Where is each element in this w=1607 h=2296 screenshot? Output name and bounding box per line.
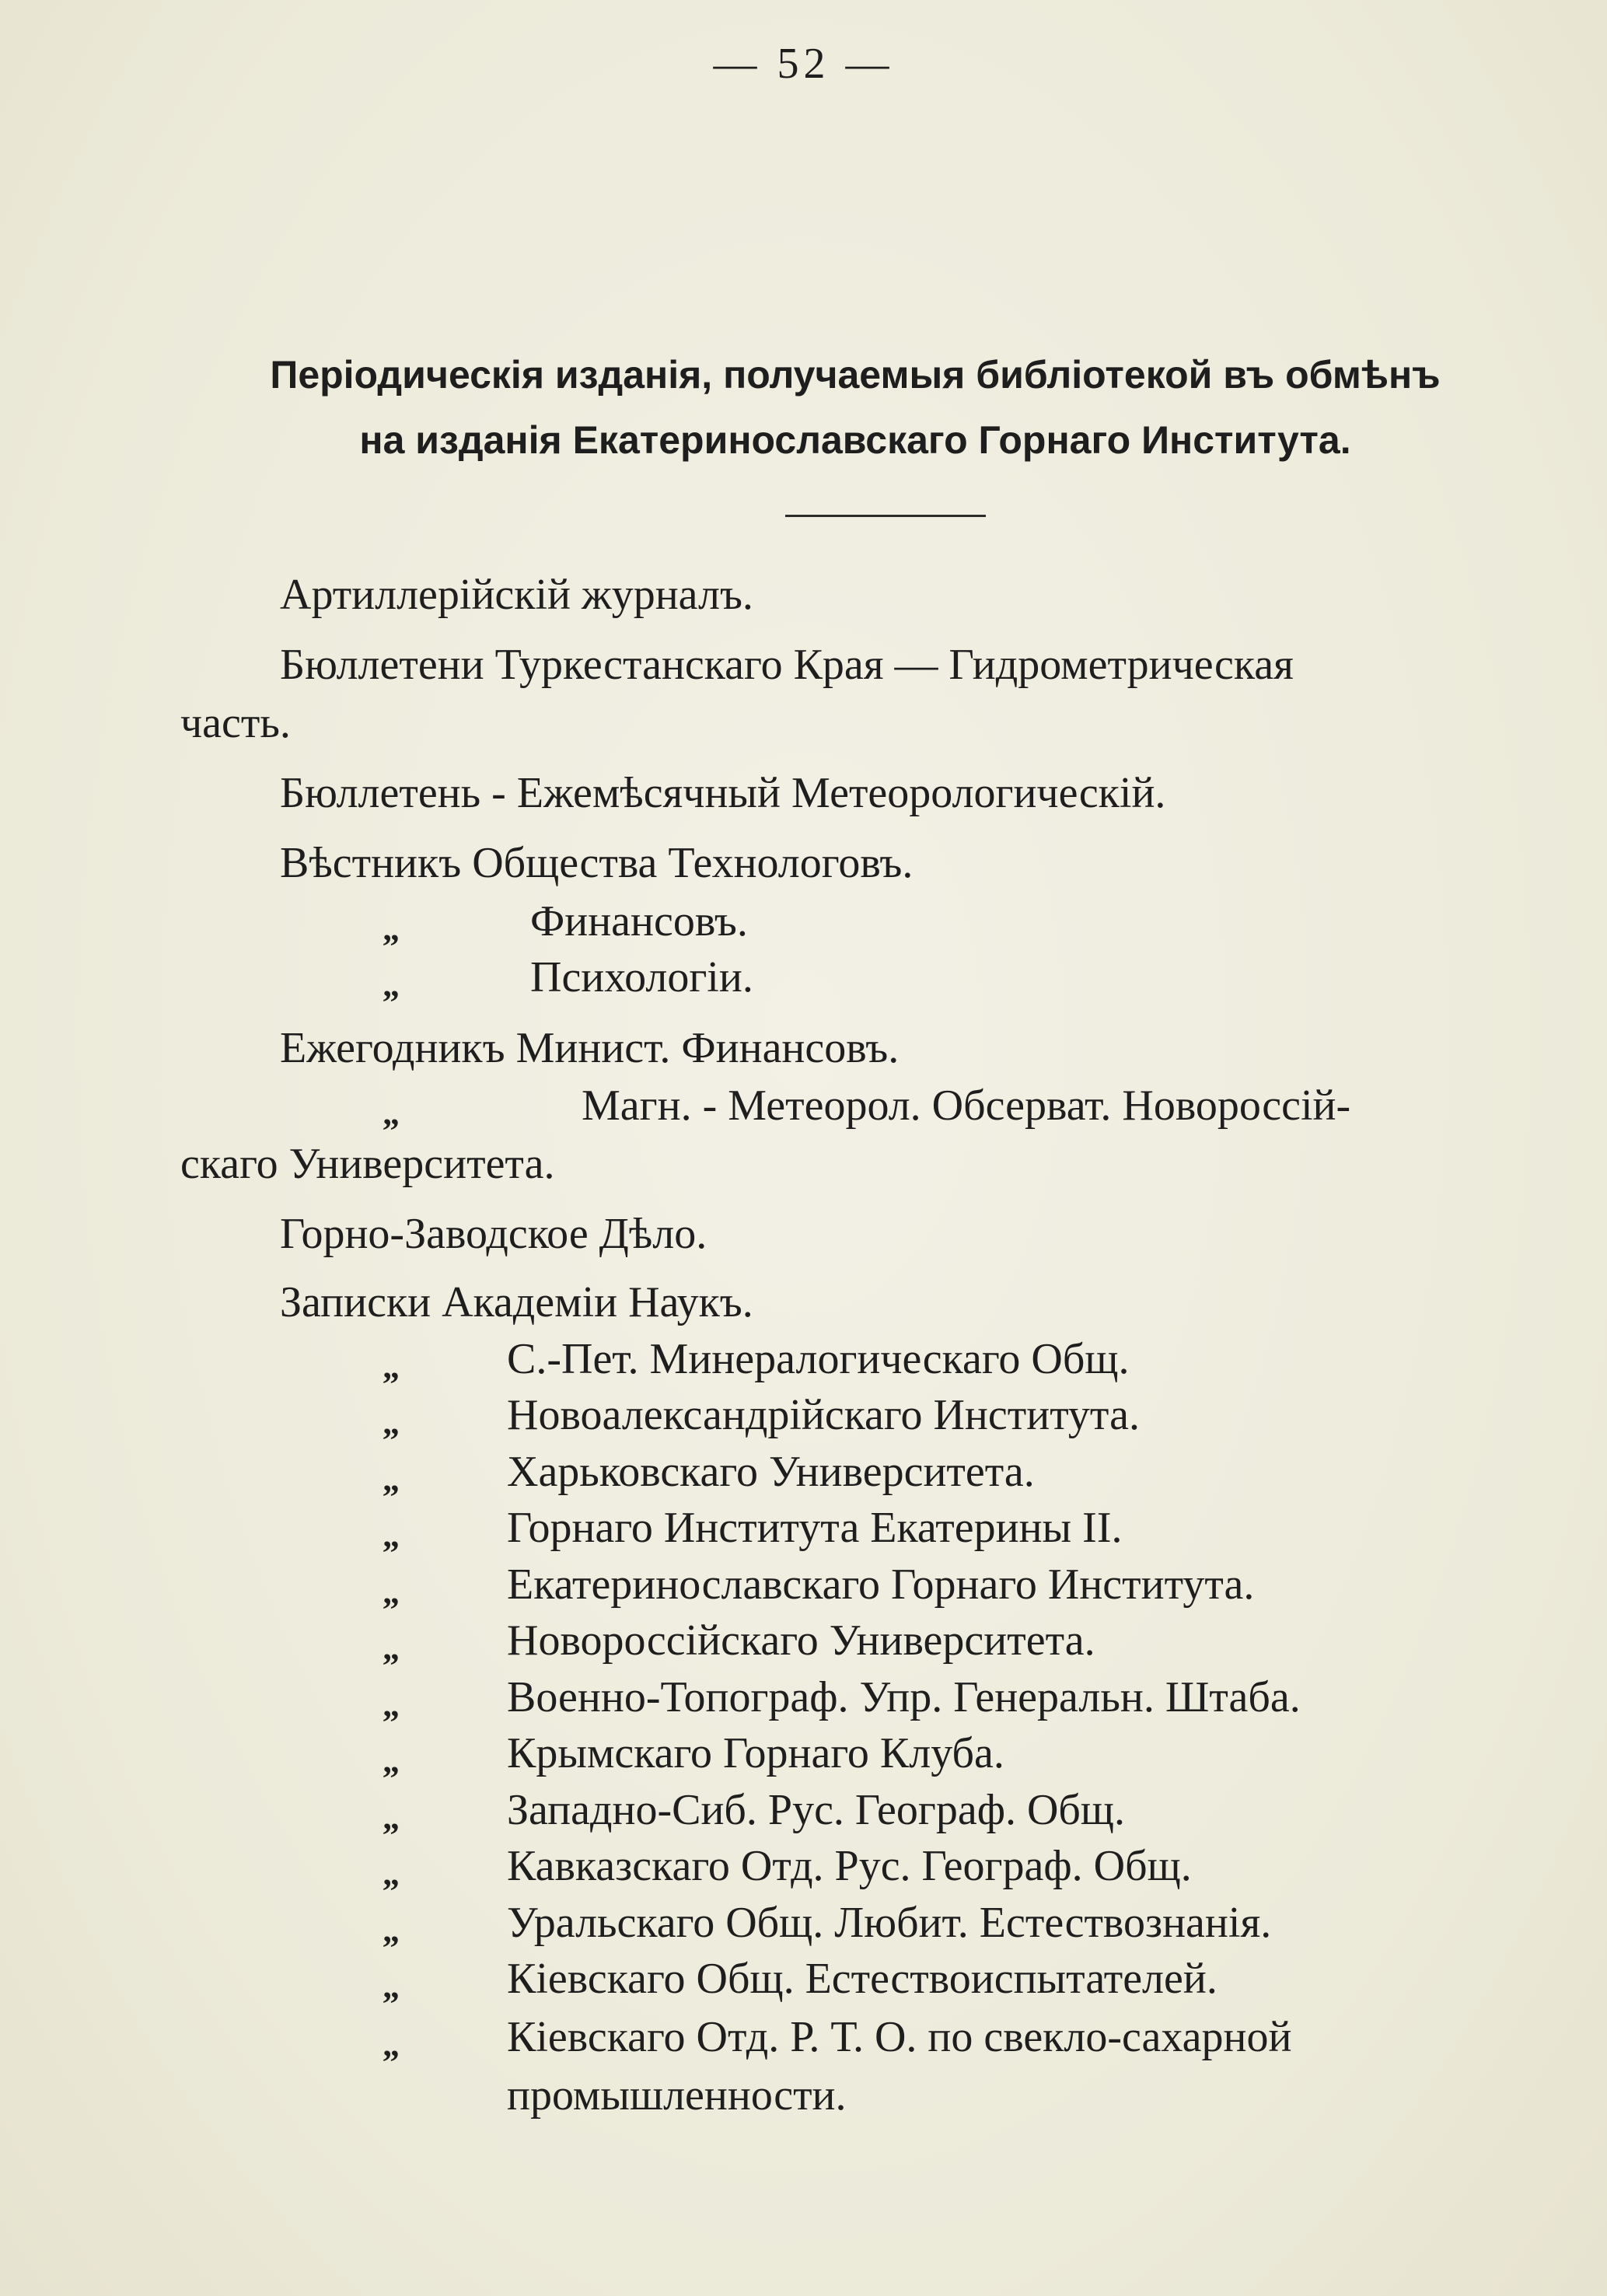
list-item-continuation: промышленности. xyxy=(507,2071,847,2120)
page-number: — 52 — xyxy=(713,40,894,88)
list-item: Уральскаго Общ. Любит. Естествознанія. xyxy=(507,1899,1272,1947)
ditto-mark: „ xyxy=(383,1798,400,1836)
ditto-mark: „ xyxy=(383,1347,400,1386)
ditto-mark: „ xyxy=(383,1573,400,1611)
list-item: Кавказскаго Отд. Рус. Географ. Общ. xyxy=(507,1842,1192,1890)
list-item: Горнаго Института Екатерины II. xyxy=(507,1504,1123,1552)
list-item: Психологіи. xyxy=(530,953,753,1001)
heading-line-1: Періодическія изданія, получаемыя библіотекой въ обмѣнъ xyxy=(270,353,1441,397)
list-item: Военно-Топограф. Упр. Генеральн. Штаба. xyxy=(507,1673,1301,1721)
list-item: Новороссійскаго Университета. xyxy=(507,1616,1095,1665)
list-item: Западно-Сиб. Рус. Географ. Общ. xyxy=(507,1786,1126,1834)
list-item: Вѣстникъ Общества Технологовъ. xyxy=(280,839,914,887)
list-item-continuation: часть. xyxy=(180,699,291,747)
list-item: Горно-Заводское Дѣло. xyxy=(280,1210,707,1258)
list-item: Ежегодникъ Минист. Финансовъ. xyxy=(280,1024,900,1072)
list-item: Екатеринославскаго Горнаго Института. xyxy=(507,1560,1255,1609)
ditto-mark: „ xyxy=(383,910,400,948)
ditto-mark: „ xyxy=(383,966,400,1004)
ditto-mark: „ xyxy=(383,1967,400,2005)
ditto-mark: „ xyxy=(383,1516,400,1554)
ditto-mark: „ xyxy=(383,1911,400,1949)
ditto-mark: „ xyxy=(383,1629,400,1667)
list-item: Бюллетень - Ежемѣсячный Метеорологическій. xyxy=(280,769,1166,817)
list-item: С.-Пет. Минералогическаго Общ. xyxy=(507,1335,1130,1383)
heading-line-2: на изданія Екатеринославскаго Горнаго Института. xyxy=(359,418,1351,462)
ditto-mark: „ xyxy=(383,1403,400,1442)
list-item: Харьковскаго Университета. xyxy=(507,1448,1035,1496)
list-item-continuation: скаго Университета. xyxy=(180,1140,555,1188)
list-item xyxy=(280,638,1578,692)
list-item: Магн. - Метеорол. Обсерват. Новороссій- xyxy=(582,1082,1351,1130)
list-item: Кіевскаго Общ. Естествоиспытателей. xyxy=(507,1955,1217,2003)
list-item: Новоалександрійскаго Института. xyxy=(507,1391,1140,1439)
ditto-mark: „ xyxy=(383,1686,400,1724)
ditto-mark: „ xyxy=(383,1094,400,1132)
ditto-mark: „ xyxy=(383,1742,400,1780)
list-item-text: Бюллетени Туркестанскаго Края — Гидрометрическая xyxy=(280,641,1294,689)
list-item: Записки Академіи Наукъ. xyxy=(280,1278,753,1326)
ditto-mark: „ xyxy=(383,1460,400,1498)
ditto-mark: „ xyxy=(383,2025,400,2064)
list-item: Крымскаго Горнаго Клуба. xyxy=(507,1729,1004,1777)
ditto-mark: „ xyxy=(383,1854,400,1892)
list-item: Артиллерійскій журналъ. xyxy=(280,571,753,619)
list-item: Кіевскаго Отд. Р. Т. О. по свекло-сахарной xyxy=(507,2013,1292,2061)
list-item: Финансовъ. xyxy=(530,897,748,945)
